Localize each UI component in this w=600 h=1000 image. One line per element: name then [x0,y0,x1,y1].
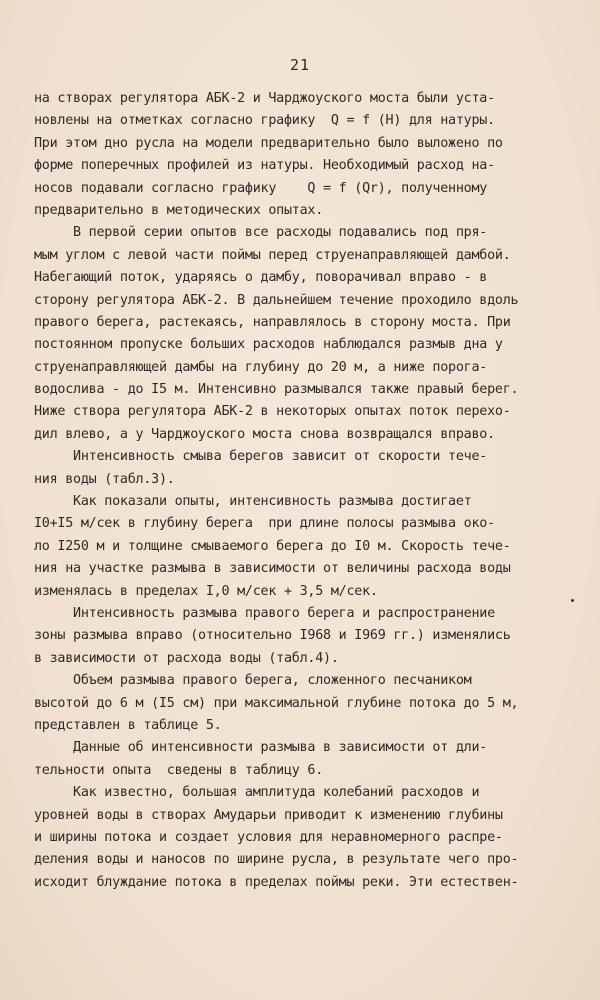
text-line: Как показали опыты, интенсивность размыва достигает [34,494,472,510]
text-line: постоянном пропуске больших расходов наблюдался размыв дна у [34,337,503,353]
text-line: исходит блуждание потока в пределах поймы реки. Эти естествен- [34,874,519,890]
text-line: В первой серии опытов все расходы подавались под пря- [34,225,488,241]
text-line: Ниже створа регулятора АБК-2 в некоторых опытах поток перехо- [34,404,511,420]
text-line: Как известно, большая амплитуда колебаний расходов и [34,785,480,801]
text-line: сторону регулятора АБК-2. В дальнейшем течение проходило вдоль [34,292,519,308]
text-line: носов подавали согласно графику Q = f (Qr), полученному [34,180,488,196]
text-line: новлены на отметках согласно графику Q = f (H) для натуры. [34,113,495,129]
text-line: I0+I5 м/сек в глубину берега при длине полосы размыва око- [34,516,495,532]
body-text [34,88,582,894]
text-line: Интенсивность размыва правого берега и распространение [34,605,495,621]
text-line: ния на участке размыва в зависимости от величины расхода воды [34,561,511,577]
text-line: струенаправляющей дамбы на глубину до 20 м, а ниже порога- [34,359,488,375]
text-line: правого берега, растекаясь, направлялось в сторону моста. При [34,314,511,330]
text-line: на створах регулятора АБК-2 и Чарджоуского моста были уста- [34,91,495,106]
text-line: ния воды (табл.3). [34,471,175,487]
text-line: Данные об интенсивности размыва в зависимости от дли- [34,740,488,756]
text-line: зоны размыва вправо (относительно I968 и I969 гг.) изменялись [34,628,511,644]
text-line: высотой до 6 м (I5 см) при максимальной глубине потока до 5 м, [34,695,519,711]
text-line: в зависимости от расхода воды (табл.4). [34,650,339,666]
text-line: тельности опыта сведены в таблицу 6. [34,762,324,778]
text-line: Объем размыва правого берега, сложенного песчаником [34,673,472,689]
text-line: ло I250 м и толщине смываемого берега до I0 м. Скорость тече- [34,538,511,554]
text-line: форме поперечных профилей из натуры. Необходимый расход на- [34,158,495,174]
text-line: дил влево, а у Чарджоуского моста снова возвращался вправо. [34,426,495,442]
ink-speck [571,599,574,602]
text-line: изменялась в пределах I,0 м/сек + 3,5 м/сек. [34,583,378,599]
text-line: Интенсивность смыва берегов зависит от скорости тече- [34,449,488,465]
text-line: мым углом с левой части поймы перед струенаправляющей дамбой. [34,247,511,263]
text-line: При этом дно русла на модели предварительно было выложено по [34,135,503,151]
text-line: представлен в таблице 5. [34,717,222,733]
text-line: предварительно в методических опытах. [34,202,324,218]
text-line: и ширины потока и создает условия для неравномерного распре- [34,829,503,845]
text-line: уровней воды в створах Амударьи приводит к изменению глубины [34,807,503,823]
text-line: деления воды и наносов по ширине русла, в результате чего про- [34,852,519,868]
page-number: 21 [289,56,311,74]
text-line: водослива - до I5 м. Интенсивно размывался также правый берег. [34,382,519,398]
text-line: Набегающий поток, ударяясь о дамбу, поворачивал вправо - в [34,270,488,286]
